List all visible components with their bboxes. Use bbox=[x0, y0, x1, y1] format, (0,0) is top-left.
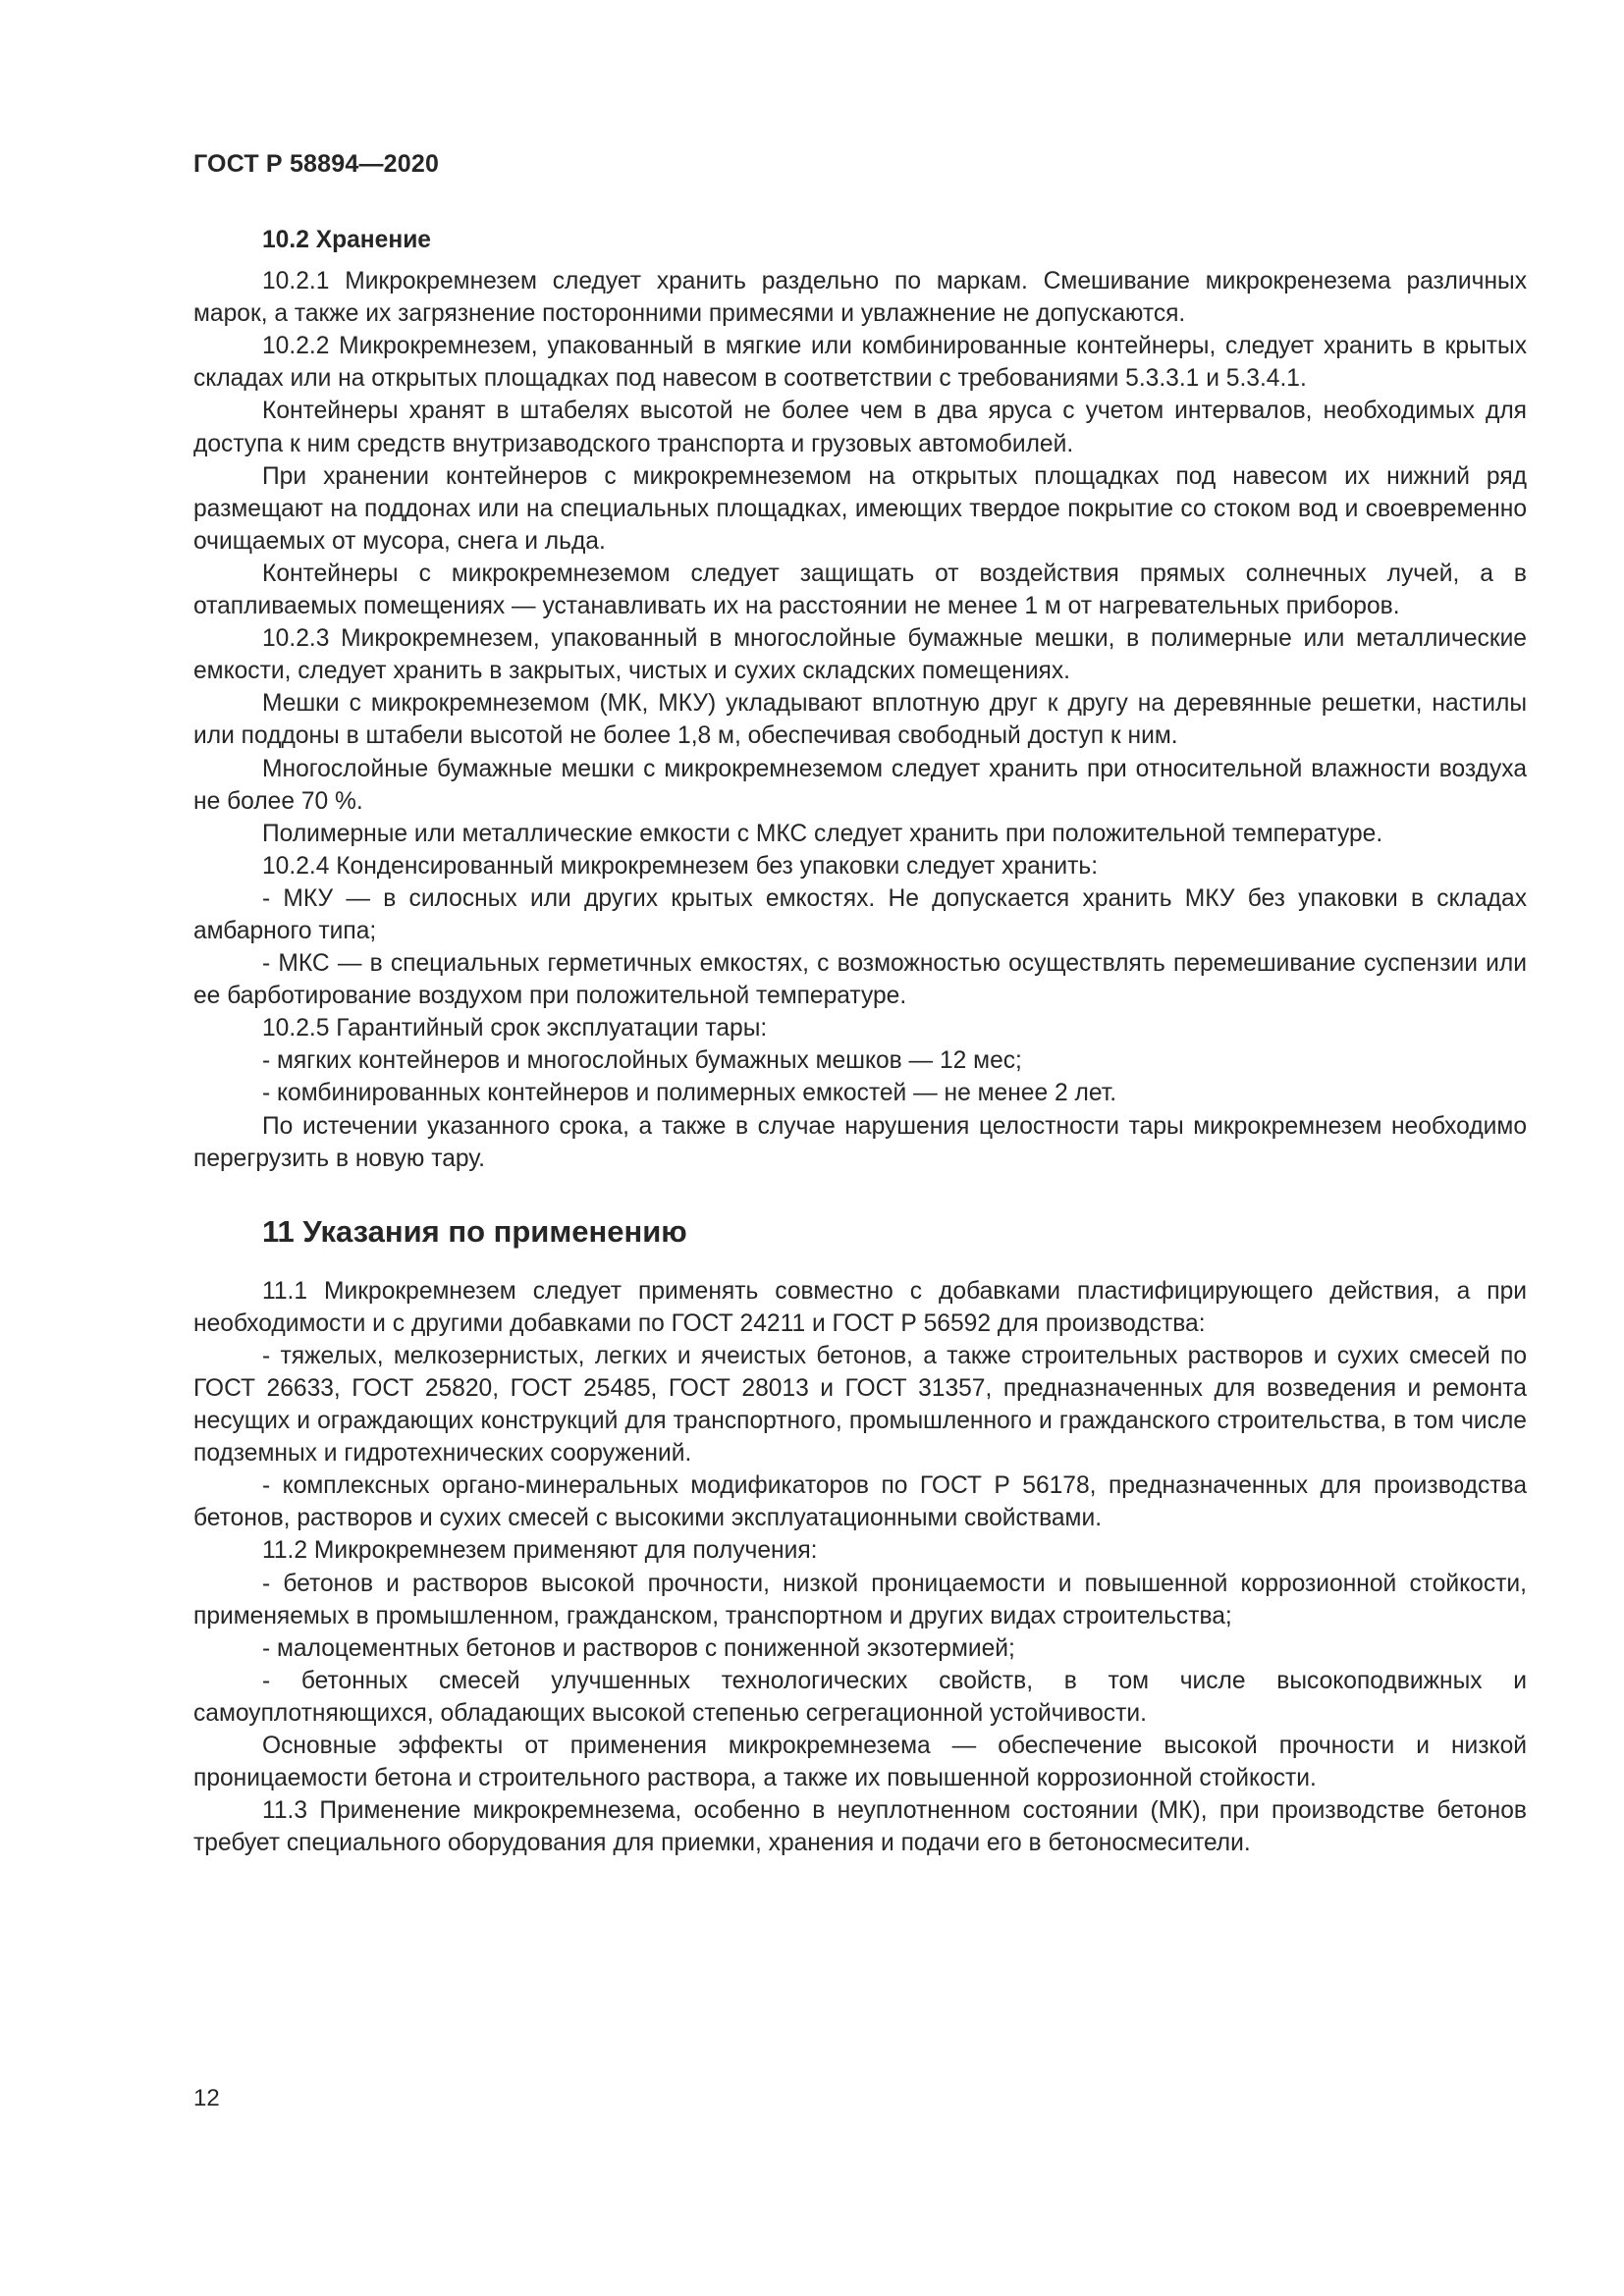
list-item: - бетонов и растворов высокой прочности, низкой проницаемости и повышенной коррозионной стойкости, применяемых в промышленном, гражданском, транспортном и других видах строительства; bbox=[193, 1570, 1527, 1629]
paragraph: По истечении указанного срока, а также в случае нарушения целостности тары микрокремнезем необходимо перегрузить в новую тару. bbox=[193, 1112, 1527, 1172]
page-number: 12 bbox=[193, 2085, 220, 2111]
paragraph: При хранении контейнеров с микрокремнеземом на открытых площадках под навесом их нижний ряд размещают на поддонах или на специальных площадках, имеющих твердое покрытие со стоком вод и своевременно очищаемых от мусора, снега и льда. bbox=[193, 462, 1527, 555]
list-item: - комбинированных контейнеров и полимерных емкостей — не менее 2 лет. bbox=[262, 1080, 1117, 1107]
paragraph: Основные эффекты от применения микрокремнезема — обеспечение высокой прочности и низкой проницаемости бетона и строительного раствора, а также их повышенной коррозионной стойкости. bbox=[193, 1733, 1527, 1792]
subsection-heading: 10.2 Хранение bbox=[262, 227, 431, 253]
list-item: - мягких контейнеров и многослойных бумажных мешков — 12 мес; bbox=[262, 1047, 1022, 1075]
paragraph: 10.2.4 Конденсированный микрокремнезем без упаковки следует хранить: bbox=[262, 852, 1099, 880]
list-item: - МКС — в специальных герметичных емкостях, с возможностью осуществлять перемешивание суспензии или ее барботирование воздухом при положительной температуре. bbox=[193, 950, 1527, 1010]
paragraph: 10.2.2 Микрокремнезем, упакованный в мягкие или комбинированные контейнеры, следует хранить в крытых складах или на открытых площадках под навесом в соответствии с требованиями 5.3.3.1 и 5.3.4.1. bbox=[193, 333, 1527, 393]
paragraph: 11.3 Применение микрокремнезема, особенно в неуплотненном состоянии (МК), при производстве бетонов требует специального оборудования для приемки, хранения и подачи его в бетоносмесители. bbox=[193, 1797, 1527, 1857]
list-item: - комплексных органо-минеральных модификаторов по ГОСТ Р 56178, предназначенных для производства бетонов, растворов и сухих смесей с высокими эксплуатационными свойствами. bbox=[193, 1472, 1527, 1532]
paragraph: 10.2.5 Гарантийный срок эксплуатации тары: bbox=[262, 1015, 768, 1042]
list-item: - малоцементных бетонов и растворов с пониженной экзотермией; bbox=[262, 1634, 1015, 1662]
paragraph: Контейнеры хранят в штабелях высотой не более чем в два яруса с учетом интервалов, необходимых для доступа к ним средств внутризаводского транспорта и грузовых автомобилей. bbox=[193, 398, 1527, 457]
list-item: - тяжелых, мелкозернистых, легких и ячеистых бетонов, а также строительных растворов и сухих смесей по ГОСТ 26633, ГОСТ 25820, ГОСТ 25485, ГОСТ 28013 и ГОСТ 31357, предназначенных для возведения и ремонта несущих и ограждающих конструкций для транспортного, промышленного и гражданского строительства, в том числе подземных и гидротехнических сооружений. bbox=[193, 1342, 1527, 1468]
paragraph: 10.2.3 Микрокремнезем, упакованный в многослойные бумажные мешки, в полимерные или металлические емкости, следует хранить в закрытых, чистых и сухих складских помещениях. bbox=[193, 625, 1527, 685]
paragraph: 10.2.1 Микрокремнезем следует хранить раздельно по маркам. Смешивание микрокренезема различных марок, а также их загрязнение посторонними примесями и увлажнение не допускаются. bbox=[193, 268, 1527, 328]
document-header: ГОСТ Р 58894—2020 bbox=[193, 150, 440, 178]
paragraph: Полимерные или металлические емкости с МКС следует хранить при положительной температуре. bbox=[262, 820, 1383, 847]
section-heading: 11 Указания по применению bbox=[262, 1213, 687, 1249]
paragraph: Мешки с микрокремнеземом (МК, МКУ) укладывают вплотную друг к другу на деревянные решетки, настилы или поддоны в штабели высотой не более 1,8 м, обеспечивая свободный доступ к ним. bbox=[193, 690, 1527, 750]
paragraph: Многослойные бумажные мешки с микрокремнеземом следует хранить при относительной влажности воздуха не более 70 %. bbox=[193, 755, 1527, 815]
paragraph: 11.2 Микрокремнезем применяют для получения: bbox=[262, 1537, 818, 1565]
paragraph: 11.1 Микрокремнезем следует применять совместно с добавками пластифицирующего действия, а при необходимости и с другими добавками по ГОСТ 24211 и ГОСТ Р 56592 для производства: bbox=[193, 1277, 1527, 1337]
document-body bbox=[193, 224, 1527, 1859]
list-item: - МКУ — в силосных или других крытых емкостях. Не допускается хранить МКУ без упаковки в складах амбарного типа; bbox=[193, 884, 1527, 944]
list-item: - бетонных смесей улучшенных технологических свойств, в том числе высокоподвижных и самоуплотняющихся, обладающих высокой степенью сегрегационной устойчивости. bbox=[193, 1667, 1527, 1727]
paragraph: Контейнеры с микрокремнеземом следует защищать от воздействия прямых солнечных лучей, а в отапливаемых помещениях — устанавливать их на расстоянии не менее 1 м от нагревательных приборов. bbox=[193, 560, 1527, 620]
